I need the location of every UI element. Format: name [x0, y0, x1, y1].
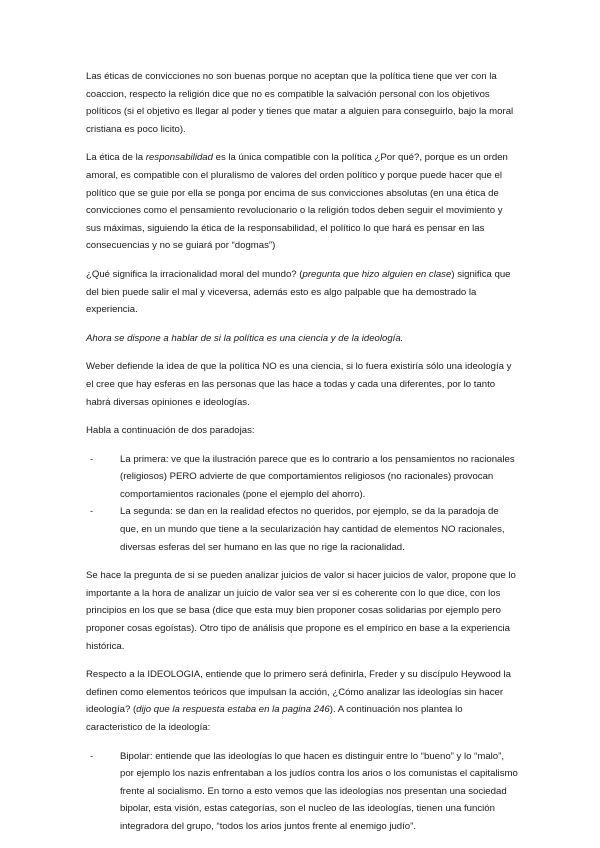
- paragraph-etica-responsabilidad: [86, 149, 518, 255]
- paragraph-weber-ciencia: Weber defiende la idea de que la política NO es una ciencia, si lo fuera existiría sólo una ideología y el cree que hay esferas en las personas que las hace a todas y cada una diferentes, por lo tanto habrá diversas opiniones e ideologías.: [86, 361, 512, 408]
- text-run: ). A continuación nos plantea lo caracteristico de la ideología:: [86, 704, 463, 733]
- italic-note: pregunta que hizo alguien en clase: [302, 268, 452, 280]
- paragraph-section-intro: Ahora se dispone a hablar de si la política es una ciencia y de la ideología.: [86, 332, 404, 344]
- paragraph-ideologia: [86, 666, 518, 736]
- italic-term: responsabilidad: [145, 152, 213, 164]
- document-body: [86, 68, 518, 847]
- list-item-text: Bipolar: entiende que las ideologías lo que hacen es distinguir entre lo “bueno” y lo “malo”, por ejemplo los nazis enfrentaban a los judíos contra los arios o los comunistas el capitalismo frente al socialismo. En torno a esto vemos que las ideologías nos presentan una sociedad bipolar, esta visión, estas categorías, son el nucleo de las ideologías, tienen una función integradora del grupo, “todos los arios juntos frente al enemigo judío”.: [120, 750, 518, 832]
- text-run: Respecto a la IDEOLOGIA, entiende que lo primero será definirla, Freder y su discípulo Heywood la definen como elementos teóricos que impulsan la acción, ¿Cómo analizar las ideologías sin hacer ideología? (: [86, 669, 512, 716]
- paragraph-paradojas-intro: Habla a continuación de dos paradojas:: [86, 425, 255, 437]
- list-item: [86, 748, 518, 836]
- list-dash-marker: -: [90, 453, 94, 465]
- text-run: La ética de la: [86, 152, 146, 164]
- italic-note: dijo que la respuesta estaba en la pagina 246: [136, 704, 330, 716]
- text-run: ¿Qué significa la irracionalidad moral del mundo? (: [86, 268, 303, 280]
- paragraph-juicios-valor: Se hace la pregunta de si se pueden analizar juicios de valor si hacer juicios de valor, propone que lo importante a la hora de analizar un juicio de valor sea ver si es coherente con lo que dice, con los principios en los que se basa (dice que esta muy bien proponer cosas solidarias por ejemplo pero proponer cosas egoístas). Otro tipo de análisis que propone es el empírico en base a la experiencia histórica.: [86, 570, 516, 652]
- text-run: es la única compatible con la política ¿Por qué?, porque es un orden amoral, es compatible con el pluralismo de valores del orden político y porque puede hacer que el político que se guie por ella se ponga por encima de sus convicciones absolutas (en una ética de convicciones como el pensamiento revolucionario o la religión todos deben seguir el movimiento y sus máximas, siguiendo la ética de la responsabilidad, el político lo que hará es pensar en las consecuencias y no se guiará por “dogmas”): [86, 152, 508, 252]
- list-dash-marker: -: [90, 506, 94, 518]
- paragraph-eticas-convicciones: Las éticas de convicciones no son buenas porque no aceptan que la política tiene que ver con la coaccion, respecto la religión dice que no es compatible la salvación personal con los objetivos políticos (si el objetivo es llegar al poder y tienes que matar a alguien para conseguirlo, bajo la moral cristiana es poco licito).: [86, 71, 514, 135]
- list-item: [86, 451, 518, 504]
- caracteristicas-list: [86, 748, 518, 836]
- paragraph-irracionalidad-moral: [86, 266, 518, 319]
- list-item-text: La segunda: se dan en la realidad efectos no queridos, por ejemplo, se da la paradoja de que, en un mundo que tiene a la secularización hay cantidad de elementos NO racionales, diversas esferas del ser humano en las que no rige la racionalidad.: [120, 506, 505, 553]
- list-item-text: La primera: ve que la ilustración parece que es lo contrario a los pensamientos no racionales (religiosos) PERO advierte de que comportamientos religiosos (no racionales) provocan comportamientos racionales (pone el ejemplo del ahorro).: [120, 453, 515, 500]
- list-item: [86, 503, 518, 556]
- list-dash-marker: -: [90, 750, 94, 762]
- paradojas-list: [86, 451, 518, 557]
- text-run: ) significa que del bien puede salir el mal y viceversa, además esto es algo palpable que ha demostrado la experiencia.: [86, 268, 511, 316]
